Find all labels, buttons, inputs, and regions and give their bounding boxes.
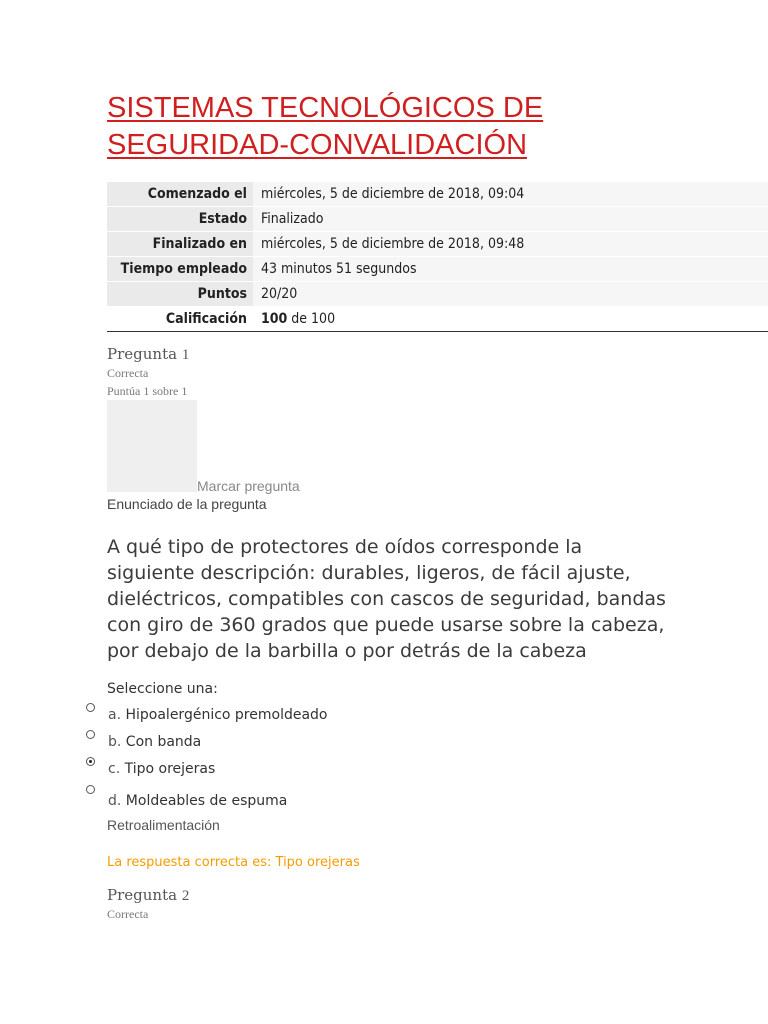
option-letter: c. [108, 761, 121, 777]
question-state: Correcta [107, 907, 149, 921]
flag-question-box [107, 400, 197, 492]
select-prompt: Seleccione una: [107, 681, 218, 697]
question-state: Correcta [107, 366, 149, 380]
summary-row [107, 182, 768, 207]
summary-label: Calificación [107, 307, 253, 332]
summary-value: 20/20 [253, 282, 768, 307]
question-2-info [107, 886, 189, 923]
question-num: 1 [181, 347, 190, 363]
correct-answer-text: La respuesta correcta es: Tipo orejeras [107, 855, 360, 870]
question-number [107, 886, 189, 905]
summary-value: Finalizado [253, 207, 768, 232]
attempt-summary-table [107, 181, 768, 332]
question-score: Puntúa 1 sobre 1 [107, 384, 188, 398]
option-letter: a. [108, 707, 122, 723]
option-label: Hipoalergénico premoldeado [125, 707, 328, 723]
title-line-2: SEGURIDAD-CONVALIDACIÓN [107, 129, 528, 161]
summary-value: miércoles, 5 de diciembre de 2018, 09:48 [253, 232, 768, 257]
question-text: A qué tipo de protectores de oídos corresponde la siguiente descripción: durables, ligeros, de fácil ajuste, dieléctricos, compatibles con cascos de seguridad, bandas con giro de 360 grados que puede usarse sobre la cabeza, por debajo de la barbilla o por detrás de la cabeza [107, 536, 666, 662]
summary-label: Tiempo empleado [107, 257, 253, 282]
summary-value: miércoles, 5 de diciembre de 2018, 09:04 [253, 182, 768, 207]
option-letter: b. [108, 734, 122, 750]
summary-row [107, 207, 768, 232]
option-d-radio[interactable] [86, 785, 95, 794]
summary-row [107, 307, 768, 332]
title-line-1: SISTEMAS TECNOLÓGICOS DE [107, 92, 544, 124]
option-d[interactable] [108, 793, 287, 809]
summary-label: Estado [107, 207, 253, 232]
summary-row [107, 232, 768, 257]
option-b-radio[interactable] [86, 730, 95, 739]
summary-label: Puntos [107, 282, 253, 307]
summary-label: Comenzado el [107, 182, 253, 207]
summary-value: 43 minutos 51 segundos [253, 257, 768, 282]
option-c[interactable] [108, 761, 215, 777]
option-label: Tipo orejeras [124, 761, 216, 777]
flag-question-link[interactable]: Marcar pregunta [197, 478, 300, 494]
option-letter: d. [108, 793, 122, 809]
page-title[interactable] [107, 90, 707, 164]
option-label: Moldeables de espuma [125, 793, 288, 809]
option-a[interactable] [108, 707, 328, 723]
grade-total: de 100 [287, 311, 336, 327]
option-label: Con banda [125, 734, 202, 750]
option-c-radio[interactable] [86, 757, 95, 766]
summary-value [253, 307, 768, 332]
question-label: Pregunta [107, 886, 178, 904]
grade-value: 100 [261, 311, 288, 327]
question-num: 2 [181, 888, 190, 904]
summary-label: Finalizado en [107, 232, 253, 257]
summary-row [107, 282, 768, 307]
question-1-info [107, 345, 189, 400]
feedback-heading: Retroalimentación [107, 817, 220, 833]
question-number [107, 345, 189, 364]
option-a-radio[interactable] [86, 703, 95, 712]
summary-row [107, 257, 768, 282]
option-b[interactable] [108, 734, 201, 750]
statement-heading: Enunciado de la pregunta [107, 496, 267, 512]
question-label: Pregunta [107, 345, 178, 363]
